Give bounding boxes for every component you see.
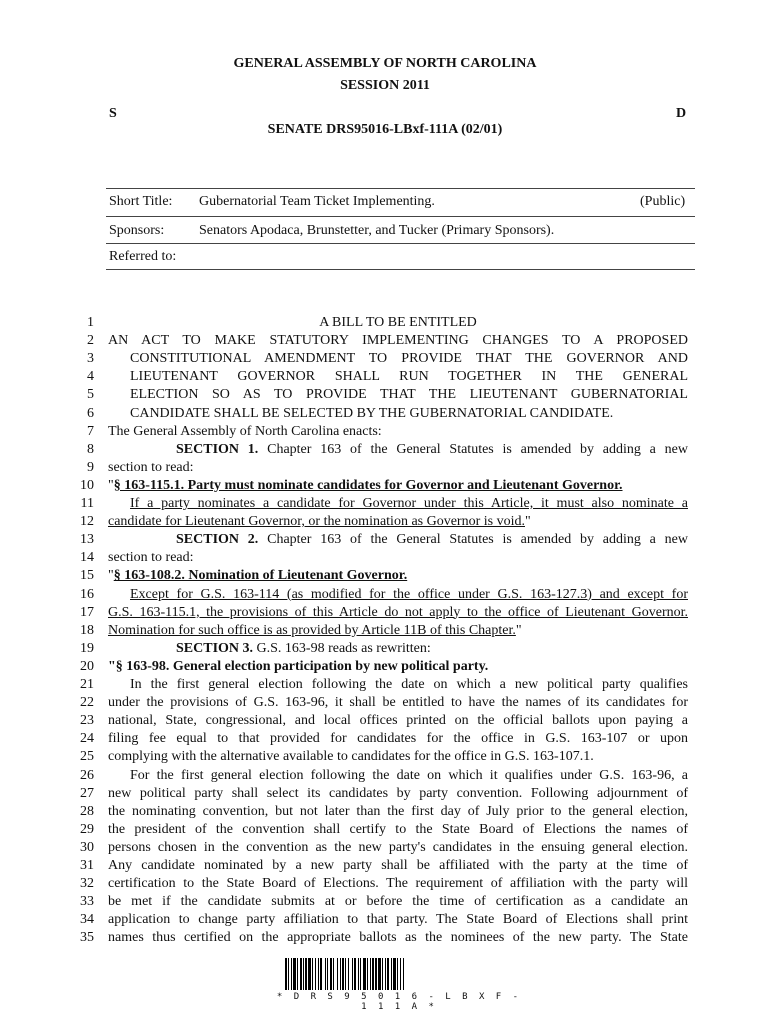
bill-line (108, 658, 688, 676)
line-number: 32 (80, 876, 94, 892)
session-title: SESSION 2011 (340, 78, 430, 93)
barcode-text: * D R S 9 5 0 1 6 - L B X F - 1 1 1 A * (276, 992, 522, 1012)
barcode-bar (305, 958, 307, 990)
line-number: 5 (87, 387, 94, 403)
barcode-bar (327, 958, 328, 990)
sponsors-value: Senators Apodaca, Brunstetter, and Tucker (Primary Sponsors). (199, 223, 555, 238)
bill-line (108, 495, 688, 513)
line-segment: For the first general election following the date on which it qualifies under G.S. 163-96, a (130, 767, 688, 783)
line-segment: "§ 163-98. General election participation by new political party. (108, 658, 489, 674)
referred-label: Referred to: (109, 249, 177, 264)
barcode-bar (360, 958, 361, 990)
bill-line (108, 441, 688, 459)
line-segment: be met if the candidate submits at or before the time of certification as a candidate an (108, 894, 688, 910)
bill-line (108, 821, 688, 839)
line-segment: A BILL TO BE ENTITLED (319, 315, 477, 330)
line-number: 11 (80, 496, 94, 511)
line-number: 31 (80, 858, 94, 873)
line-segment: persons chosen in the convention as the new party's candidates in the ensuing general election. (108, 839, 688, 855)
bill-line (108, 893, 688, 911)
line-number: 13 (80, 532, 94, 548)
bill-line (108, 676, 688, 694)
line-number: 7 (87, 423, 94, 439)
line-number: 24 (80, 731, 94, 747)
bill-line (108, 549, 688, 567)
barcode-bar (293, 958, 296, 990)
bill-line (108, 586, 688, 604)
barcode-bar (330, 958, 332, 990)
line-segment: Any candidate nominated by a new party shall be affiliated with the party at the time of (108, 858, 688, 873)
line-number: 22 (80, 695, 94, 711)
line-number: 6 (87, 405, 94, 421)
bill-line (108, 531, 688, 549)
barcode-bar (297, 958, 298, 990)
bill-line (108, 350, 688, 368)
line-number: 20 (80, 658, 94, 674)
line-segment: SECTION 3. (176, 640, 254, 656)
barcode-bar (348, 958, 349, 990)
short-title-label: Short Title: (109, 194, 173, 209)
barcode-bar (397, 958, 398, 990)
line-segment: § 163-108.2. Nomination of Lieutenant Governor. (113, 568, 408, 584)
bill-line (108, 423, 688, 441)
chamber-letter-left: S (109, 106, 117, 121)
line-number: 16 (80, 586, 94, 602)
bill-id: SENATE DRS95016-LBxf-111A (02/01) (267, 122, 503, 137)
line-segment: CONSTITUTIONAL AMENDMENT TO PROVIDE THAT THE GOVERNOR AND (130, 351, 688, 367)
bill-line (108, 405, 688, 423)
line-segment: filing fee equal to that provided for candidates for the office in G.S. 163-107 or upon (108, 731, 688, 747)
barcode-bar (285, 958, 287, 990)
barcode-bar (358, 958, 359, 990)
barcode-bar (300, 958, 302, 990)
bill-line (108, 386, 688, 404)
barcode (285, 958, 513, 990)
bill-line (108, 911, 688, 929)
barcode-bar (403, 958, 404, 990)
bill-line (108, 368, 688, 386)
line-number: 10 (80, 477, 94, 493)
barcode-bar (340, 958, 341, 990)
barcode-bar (352, 958, 353, 990)
barcode-bar (387, 958, 389, 990)
line-number: 17 (80, 604, 94, 620)
meta-bottom-rule (106, 269, 695, 270)
line-number: 30 (80, 839, 94, 855)
short-title-value: Gubernatorial Team Ticket Implementing. (199, 194, 435, 209)
line-segment: AN ACT TO MAKE STATUTORY IMPLEMENTING CHANGES TO A PROPOSED (108, 333, 688, 349)
line-segment: section to read: (108, 459, 194, 475)
barcode-bar (337, 958, 338, 990)
line-number: 12 (80, 514, 94, 530)
barcode-bar (378, 958, 381, 990)
line-number: 27 (80, 785, 94, 801)
line-segment: " (108, 477, 114, 493)
line-number: 28 (80, 803, 94, 819)
line-number: 29 (80, 821, 94, 837)
bill-line (108, 929, 688, 947)
line-segment: Chapter 163 of the General Statutes is amended by adding a new (258, 441, 688, 457)
line-segment: § 163-115.1. Party must nominate candidates for Governor and Lieutenant Governor. (113, 477, 623, 493)
bill-line (108, 839, 688, 857)
barcode-bar (333, 958, 334, 990)
barcode-bar (303, 958, 304, 990)
barcode-bar (393, 958, 396, 990)
bill-line (108, 767, 688, 785)
line-number: 34 (80, 912, 94, 928)
line-segment: In the first general election following the date on which a new political party qualifies (130, 677, 688, 692)
bill-line (108, 785, 688, 803)
line-segment: Nomination for such office is as provided by Article 11B of this Chapter. (108, 622, 516, 638)
bill-line (108, 459, 688, 477)
line-number: 9 (87, 459, 94, 475)
line-segment: ELECTION SO AS TO PROVIDE THAT THE LIEUTENANT GUBERNATORIAL (130, 387, 688, 403)
barcode-bar (363, 958, 366, 990)
line-segment: section to read: (108, 550, 194, 566)
line-segment: certification to the State Board of Elections. The requirement of affiliation with the party will (108, 876, 688, 892)
bill-line (108, 314, 688, 332)
barcode-bar (391, 958, 392, 990)
line-segment: complying with the alternative available to candidates for the office in G.S. 163-107.1. (108, 749, 594, 765)
meta-rule-2 (106, 243, 695, 244)
line-segment: SECTION 2. (176, 532, 259, 548)
barcode-bar (382, 958, 383, 990)
bill-line (108, 604, 688, 622)
bill-line (108, 748, 688, 766)
sponsors-label: Sponsors: (109, 223, 165, 238)
line-number: 25 (80, 749, 94, 765)
barcode-bar (375, 958, 377, 990)
barcode-bar (400, 958, 401, 990)
line-segment: LIEUTENANT GOVERNOR SHALL RUN TOGETHER IN THE GENERAL (130, 369, 688, 385)
barcode-bar (345, 958, 346, 990)
line-number: 18 (80, 622, 94, 638)
bill-line (108, 332, 688, 350)
barcode-bar (308, 958, 311, 990)
barcode-bar (367, 958, 368, 990)
bill-line (108, 803, 688, 821)
barcode-bar (370, 958, 371, 990)
assembly-title: GENERAL ASSEMBLY OF NORTH CAROLINA (233, 56, 537, 71)
line-number: 1 (87, 315, 94, 330)
line-segment: CANDIDATE SHALL BE SELECTED BY THE GUBERNATORIAL CANDIDATE. (130, 405, 614, 421)
bill-line (108, 622, 688, 640)
line-segment: The General Assembly of North Carolina enacts: (108, 423, 382, 439)
barcode-bar (354, 958, 356, 990)
barcode-bar (372, 958, 374, 990)
bill-line (108, 694, 688, 712)
line-segment: SECTION 1. (176, 441, 259, 457)
barcode-bar (320, 958, 322, 990)
bill-line (108, 857, 688, 875)
line-segment: names thus certified on the appropriate ballots as the nominees of the new party. The State (108, 930, 688, 946)
bill-line (108, 730, 688, 748)
line-segment: Except for G.S. 163-114 (as modified for the office under G.S. 163-127.3) and except for (130, 586, 688, 602)
bill-line (108, 712, 688, 730)
line-number: 3 (87, 351, 94, 367)
line-segment: new political party shall select its candidates by party convention. Following adjournment of (108, 785, 688, 801)
barcode-bar (312, 958, 313, 990)
barcode-bar (318, 958, 319, 990)
barcode-bar (291, 958, 292, 990)
line-segment: " (108, 568, 114, 584)
barcode-bar (315, 958, 316, 990)
line-segment: candidate for Lieutenant Governor, or the nomination as Governor is void. (108, 514, 525, 530)
line-number: 8 (87, 441, 94, 457)
line-number: 35 (80, 930, 94, 946)
barcode-bar (342, 958, 344, 990)
line-number: 26 (80, 767, 94, 783)
meta-top-rule (106, 188, 695, 189)
line-segment: " (525, 514, 531, 530)
barcode-bar (288, 958, 289, 990)
line-segment: the nominating convention, but not later than the first day of July prior to the general election, (108, 803, 688, 819)
bill-line (108, 513, 688, 531)
line-segment: G.S. 163-115.1, the provisions of this Article do not apply to the office of Lieutenant Governor. (108, 604, 688, 620)
short-title-type: (Public) (640, 194, 686, 209)
barcode-bar (385, 958, 386, 990)
line-number: 23 (80, 713, 94, 729)
line-number: 4 (87, 369, 94, 385)
line-number: 19 (80, 640, 94, 656)
bill-line (108, 640, 688, 658)
line-number: 33 (80, 894, 94, 910)
bill-line (108, 875, 688, 893)
line-number: 21 (80, 677, 94, 692)
line-number: 15 (80, 568, 94, 584)
line-number: 2 (87, 333, 94, 349)
draft-letter-right: D (676, 106, 687, 121)
line-segment: the president of the convention shall certify to the State Board of Elections the names of (108, 821, 688, 837)
line-segment: If a party nominates a candidate for Governor under this Article, it must also nominate a (130, 496, 688, 511)
bill-line (108, 477, 688, 495)
meta-rule-1 (106, 216, 695, 217)
line-number: 14 (80, 550, 94, 566)
line-segment: Chapter 163 of the General Statutes is amended by adding a new (258, 532, 688, 548)
bill-line (108, 567, 688, 585)
line-segment: application to change party affiliation to that party. The State Board of Elections shall print (108, 912, 688, 928)
barcode-bar (325, 958, 326, 990)
line-segment: national, State, congressional, and local offices printed on the official ballots upon paying a (108, 713, 688, 729)
line-segment: " (515, 622, 522, 638)
line-segment: G.S. 163-98 reads as rewritten: (253, 640, 431, 656)
line-segment: under the provisions of G.S. 163-96, it shall be entitled to have the names of its candidates for (108, 695, 688, 711)
